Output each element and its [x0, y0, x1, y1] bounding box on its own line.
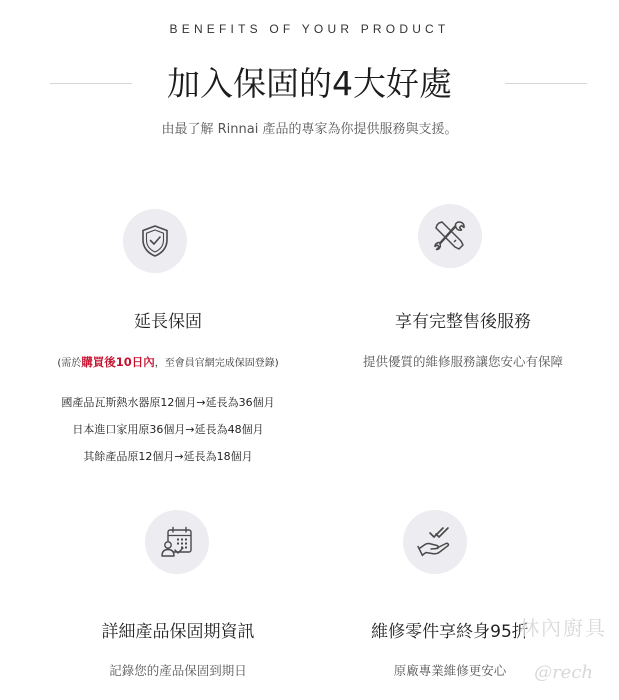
benefit-icon-circle-service	[418, 204, 482, 268]
note-suffix: ，至會員官網完成保固登錄)	[154, 358, 279, 369]
benefit-title-parts: 維修零件享終身95折	[371, 622, 529, 642]
benefit-desc-service: 提供優質的維修服務讓您安心有保障	[362, 354, 563, 369]
hand-check-icon	[416, 524, 454, 560]
benefit-desc-info: 記錄您的產品保固到期日	[109, 663, 247, 678]
note-prefix: (需於	[57, 358, 82, 369]
note-highlight: 購買後10日內	[81, 355, 155, 369]
list-item: 日本進口家用原36個月→延長為48個月	[72, 423, 264, 436]
page-title: 加入保固的4大好處	[167, 64, 452, 103]
eyebrow-text: BENEFITS OF YOUR PRODUCT	[169, 22, 450, 36]
page-subtitle: 由最了解 Rinnai 產品的專家為你提供服務與支援。	[161, 122, 458, 137]
benefit-icon-circle-warranty	[123, 209, 187, 273]
benefit-note-warranty	[18, 354, 318, 370]
benefit-icon-circle-parts	[403, 510, 467, 574]
title-divider-right	[505, 83, 587, 84]
watermark-line-2: @rech	[534, 662, 593, 683]
calendar-user-icon	[159, 524, 195, 560]
benefit-desc-parts: 原廠專業維修更安心	[393, 663, 507, 678]
shield-check-icon	[140, 224, 170, 258]
warranty-extension-list	[18, 389, 318, 470]
title-row	[0, 58, 619, 114]
benefit-title-info: 詳細產品保固期資訊	[101, 622, 255, 642]
list-item: 其餘產品原12個月→延長為18個月	[83, 450, 253, 463]
benefit-title-service: 享有完整售後服務	[395, 312, 531, 332]
tools-icon	[432, 218, 468, 254]
benefit-title-warranty: 延長保固	[134, 312, 202, 332]
benefit-icon-circle-info	[145, 510, 209, 574]
list-item: 國產品瓦斯熱水器原12個月→延長為36個月	[61, 396, 275, 409]
watermark-line-1: 林內廚具	[519, 616, 607, 640]
